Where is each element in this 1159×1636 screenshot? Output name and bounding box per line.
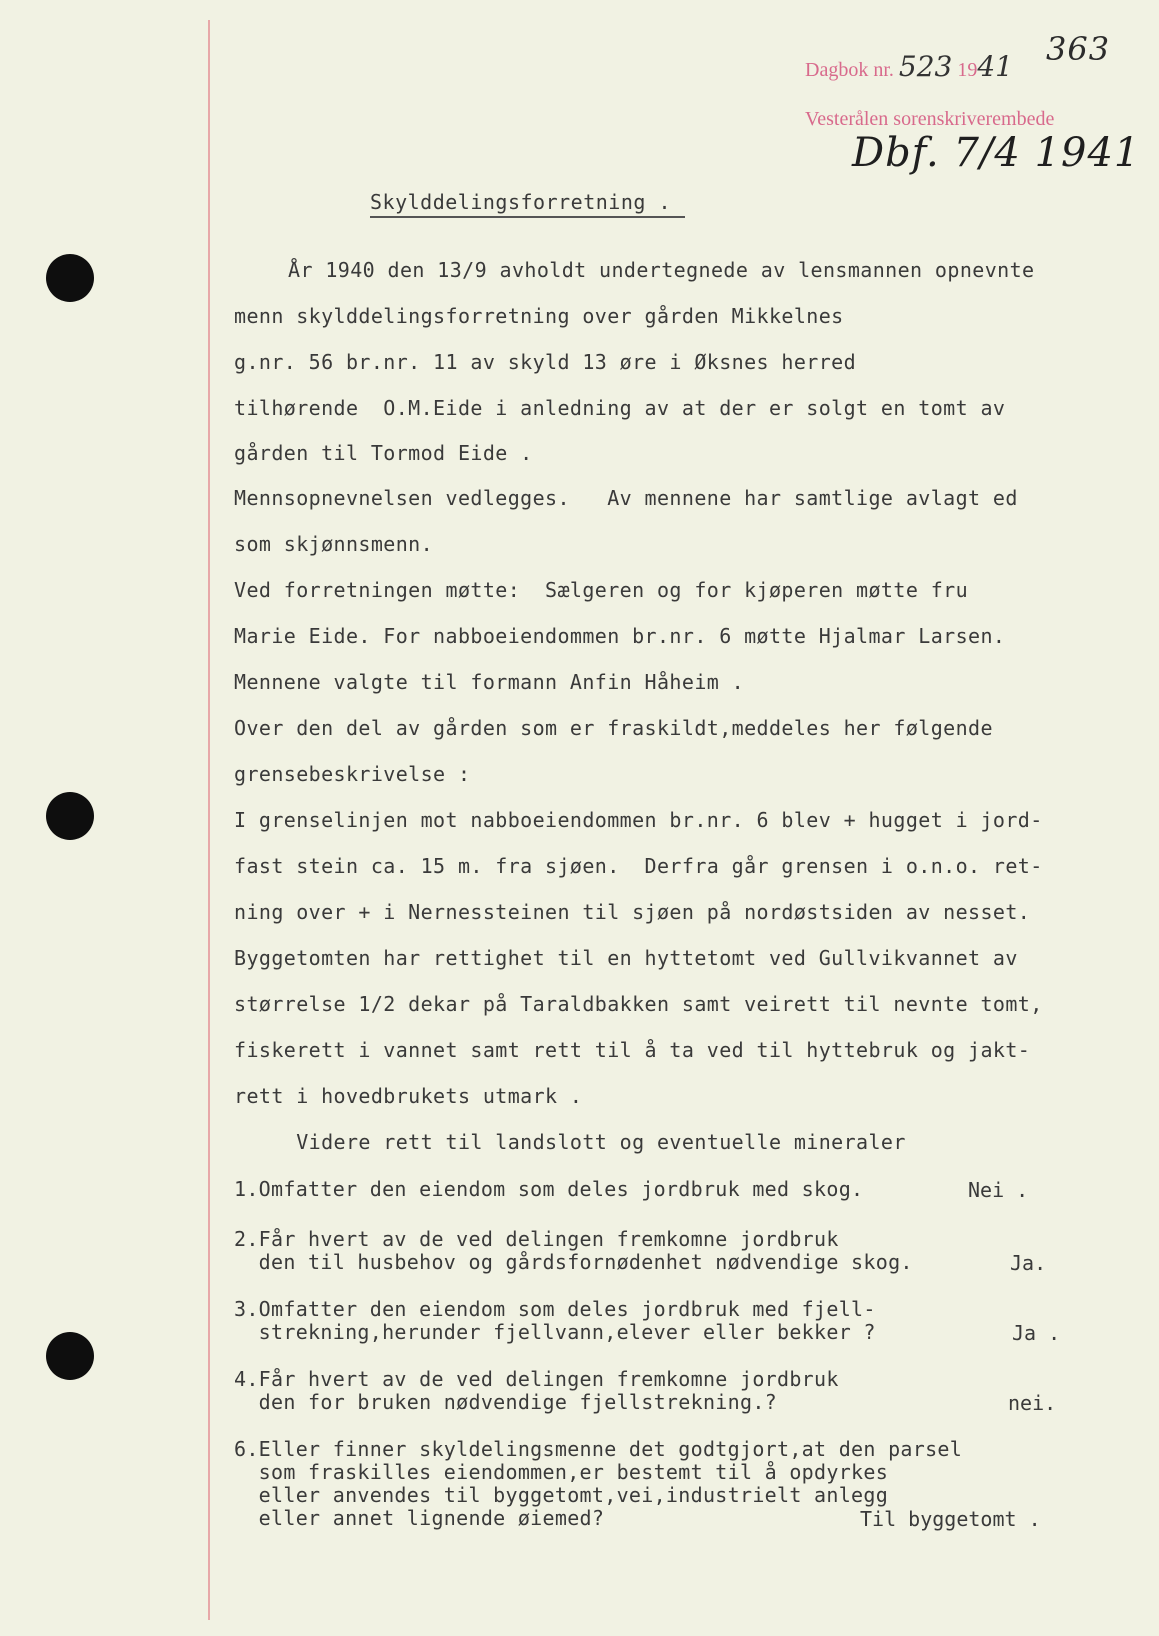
body-line: rett i hovedbrukets utmark .: [234, 1084, 583, 1108]
body-line: størrelse 1/2 dekar på Taraldbakken samt veirett til nevnte tomt,: [234, 992, 1043, 1016]
question-line: 4.Får hvert av de ved delingen fremkomne jordbruk: [234, 1367, 839, 1391]
body-line: Over den del av gården som er fraskildt,meddeles her følgende: [234, 716, 993, 740]
body-line: fiskerett i vannet samt rett til å ta ved til hyttebruk og jakt-: [234, 1038, 1031, 1062]
document-title: Skylddelingsforretning .: [370, 190, 685, 218]
body-line: tilhørende O.M.Eide i anledning av at der er solgt en tomt av: [234, 396, 1006, 420]
body-line: som skjønnsmenn.: [234, 532, 434, 556]
question-answer: Nei .: [968, 1178, 1029, 1202]
dagbok-stamp: [805, 50, 1013, 83]
punch-hole-middle: [46, 792, 94, 840]
body-line: grensebeskrivelse :: [234, 762, 471, 786]
question-line: 1.Omfatter den eiendom som deles jordbruk med skog.: [234, 1177, 864, 1201]
office-stamp: Vesterålen sorenskriverembede: [805, 108, 1055, 130]
punch-hole-bottom: [46, 1332, 94, 1380]
body-line: gården til Tormod Eide .: [234, 441, 533, 465]
question-line: 6.Eller finner skyldelingsmenne det godtgjort,at den parsel: [234, 1437, 963, 1461]
body-line: Marie Eide. For nabboeiendommen br.nr. 6 møtte Hjalmar Larsen.: [234, 624, 1006, 648]
body-line: fast stein ca. 15 m. fra sjøen. Derfra går grensen i o.n.o. ret-: [234, 854, 1043, 878]
body-line: Ved forretningen møtte: Sælgeren og for kjøperen møtte fru: [234, 578, 969, 602]
question-answer: Til byggetomt .: [860, 1507, 1041, 1531]
body-line: I grenselinjen mot nabboeiendommen br.nr. 6 blev + hugget i jord-: [234, 808, 1043, 832]
question-answer: Ja.: [1010, 1251, 1047, 1275]
body-line: ning over + i Nernessteinen til sjøen på nordøstsiden av nesset.: [234, 900, 1031, 924]
year-prefix: 19: [957, 59, 978, 81]
question-line: den for bruken nødvendige fjellstrekning.?: [234, 1390, 778, 1414]
body-line: menn skylddelingsforretning over gården Mikkelnes: [234, 304, 844, 328]
punch-hole-top: [46, 254, 94, 302]
question-line: den til husbehov og gårdsfornødenhet nødvendige skog.: [234, 1250, 913, 1274]
margin-line: [208, 20, 210, 1620]
body-line: g.nr. 56 br.nr. 11 av skyld 13 øre i Øksnes herred: [234, 350, 857, 374]
body-line: Mennene valgte til formann Anfin Håheim .: [234, 670, 745, 694]
body-line: År 1940 den 13/9 avholdt undertegnede av lensmannen opnevnte: [288, 258, 1035, 282]
question-line: eller annet lignende øiemed?: [234, 1506, 605, 1530]
question-line: 3.Omfatter den eiendom som deles jordbruk med fjell-: [234, 1297, 876, 1321]
body-line: Mennsopnevnelsen vedlegges. Av mennene har samtlige avlagt ed: [234, 486, 1018, 510]
body-line: Byggetomten har rettighet til en hyttetomt ved Gullvikvannet av: [234, 946, 1018, 970]
question-answer: Ja .: [1012, 1321, 1061, 1345]
dagbok-prefix: Dagbok nr.: [805, 59, 894, 81]
question-line: eller anvendes til byggetomt,vei,industrielt anlegg: [234, 1483, 889, 1507]
question-line: strekning,herunder fjellvann,elever eller bekker ?: [234, 1320, 876, 1344]
handwritten-date: Dbf. 7/4 1941: [852, 130, 1141, 176]
page-number: 363: [1046, 30, 1111, 68]
question-line: 2.Får hvert av de ved delingen fremkomne jordbruk: [234, 1227, 839, 1251]
year-suffix: 41: [977, 50, 1013, 83]
question-line: som fraskilles eiendommen,er bestemt til å opdyrkes: [234, 1460, 889, 1484]
question-answer: nei.: [1008, 1391, 1057, 1415]
dagbok-number: 523: [898, 50, 953, 83]
body-line: Videre rett til landslott og eventuelle mineraler: [234, 1130, 906, 1154]
